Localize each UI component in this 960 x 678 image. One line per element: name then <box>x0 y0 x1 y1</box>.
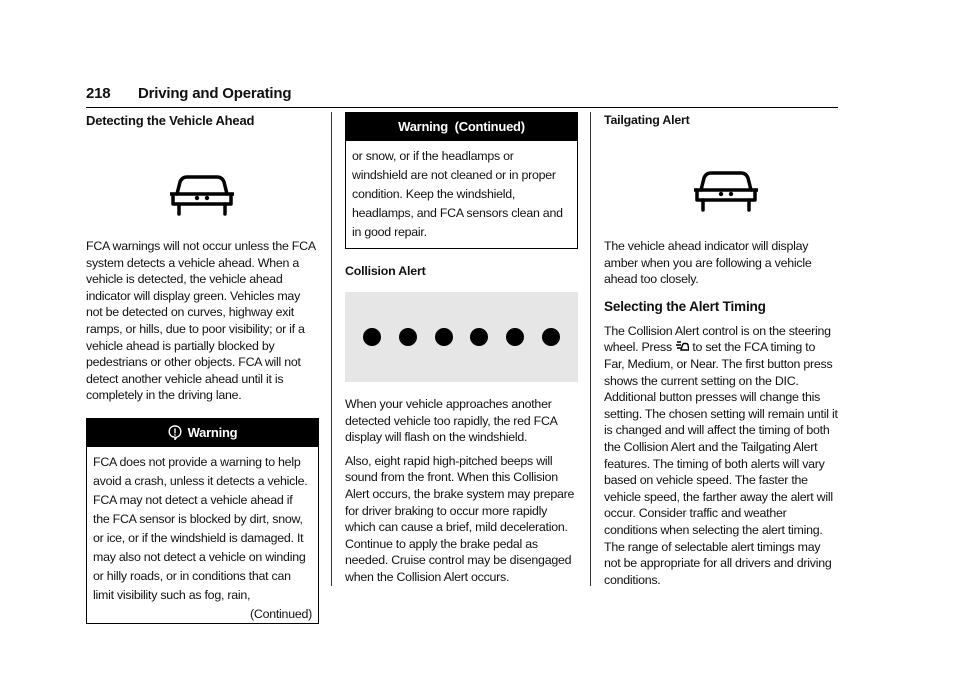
tailgating-alert-heading: Tailgating Alert <box>604 113 690 127</box>
column-left <box>86 112 319 624</box>
detecting-vehicle-heading: Detecting the Vehicle Ahead <box>86 113 255 128</box>
alert-dot <box>363 328 381 346</box>
column-divider <box>590 112 591 586</box>
column-divider <box>331 112 332 586</box>
page-number: 218 <box>86 85 111 102</box>
alert-timing-heading: Selecting the Alert Timing <box>604 298 766 314</box>
page-header <box>86 85 838 108</box>
alert-timing-text-start: The Collision Alert control is on the steering wheel. Press <box>604 323 831 355</box>
warning-continued-header <box>346 113 577 141</box>
collision-alert-paragraph-1: When your vehicle approaches another detected vehicle too rapidly, the red FCA display will flash on the windshield. <box>345 397 557 445</box>
vehicle-ahead-icon <box>604 128 838 238</box>
warning-header <box>87 419 318 447</box>
warning-continued-label: (Continued) <box>250 606 312 621</box>
alert-dot <box>542 328 560 346</box>
alert-timing-paragraph <box>604 323 838 589</box>
collision-alert-paragraph-2: Also, eight rapid high-pitched beeps will sound from the front. When this Collision Alert occurs, the brake system may prepare for driver braking to occur more rapidly which can cause a brief, mild deceleration. Continue to apply the brake pedal as needed. Cruise control may be disengaged when the Collision Alert occurs. <box>345 453 575 584</box>
warning-box <box>86 418 319 624</box>
column-right <box>604 112 838 588</box>
alert-dot <box>399 328 417 346</box>
tailgating-alert-paragraph: The vehicle ahead indicator will display amber when you are following a vehicle ahead too closely. <box>604 239 812 287</box>
vehicle-ahead-icon <box>86 130 319 238</box>
warning-continued-title: Warning (Continued) <box>398 118 525 134</box>
warning-text: FCA does not provide a warning to help avoid a crash, unless it detects a vehicle. FCA may not detect a vehicle ahead if the FCA sensor is blocked by dirt, snow, or ice, or if the windshield is damaged. It may also not detect a vehicle on winding or hilly roads, or in conditions that can limit visibility such as fog, rain, <box>93 454 308 602</box>
warning-continued-text: or snow, or if the headlamps or windshield are not cleaned or in proper condition. Keep the windshield, headlamps, and FCA sensors clean and in good repair. <box>352 149 563 239</box>
collision-alert-heading: Collision Alert <box>345 264 426 278</box>
warning-title: Warning <box>187 424 238 440</box>
fca-timing-button-icon <box>675 340 689 353</box>
section-title: Driving and Operating <box>138 85 292 102</box>
alert-dot <box>470 328 488 346</box>
warning-continued-box <box>345 112 578 249</box>
detecting-vehicle-paragraph: FCA warnings will not occur unless the FCA system detects a vehicle ahead. When a vehicle is detected, the vehicle ahead indicator will display green. Vehicles may not be detected on curves, highway exit ramps, or hills, due to poor visibility; or if a vehicle ahead is partially blocked by pedestrians or other objects. FCA will not detect another vehicle ahead until it is completely in the driving lane. <box>86 239 316 403</box>
alert-dot <box>506 328 524 346</box>
alert-timing-text-end: to set the FCA timing to Far, Medium, or Near. The first button press shows the current setting on the DIC. Additional button presses will change this setting. The chosen setting will remain until it is changed and will affect the timing of both the Collision Alert and the Tailgating Alert features. The timing of both alerts will vary based on vehicle speed. The faster the vehicle speed, the farther away the alert will occur. Consider traffic and weather conditions when selecting the alert timing. The range of selectable alert timings may not be appropriate for all drivers and driving conditions. <box>604 340 838 587</box>
alert-dot <box>435 328 453 346</box>
column-middle <box>345 112 578 586</box>
collision-alert-figure <box>345 292 578 382</box>
warning-triangle-icon <box>168 425 182 440</box>
